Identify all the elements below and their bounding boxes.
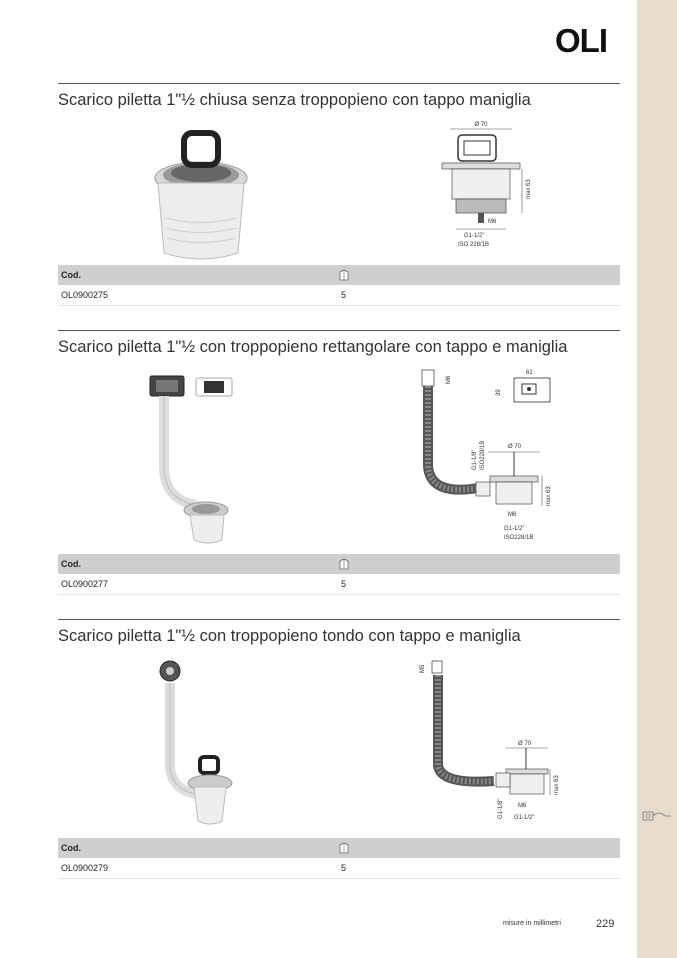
product-table: [58, 265, 620, 306]
product-photo: [146, 657, 246, 837]
pack-quantity: 5: [341, 290, 347, 300]
section-divider: [58, 619, 620, 620]
dim-iso: ISO 228/1B: [458, 242, 490, 248]
dim-thread-m: M6: [518, 803, 527, 809]
product-code: OL0900277: [61, 579, 109, 589]
technical-drawing: [408, 366, 568, 546]
table-row: [58, 285, 620, 306]
footer-note: misure in millimetri: [503, 920, 561, 927]
pack-quantity: 5: [341, 579, 347, 589]
side-tab: [637, 0, 677, 958]
package-icon: [338, 841, 350, 855]
col-code: Cod.: [61, 270, 81, 280]
col-code: Cod.: [61, 843, 81, 853]
product-section-1: [58, 83, 620, 303]
dim-thread-g: G1-1/2": [514, 815, 535, 821]
sink-drain-icon: [641, 806, 673, 826]
dim-thread-side: G1-1/8": [472, 449, 478, 470]
dim-thread-top: M6: [446, 375, 452, 384]
dim-thread-m: M6: [488, 219, 497, 225]
pack-quantity: 5: [341, 863, 347, 873]
dim-width: 62: [526, 370, 533, 376]
product-photo: [146, 123, 256, 263]
section-title: Scarico piletta 1"½ con troppopieno rettangolare con tappo e maniglia: [58, 338, 568, 356]
table-row: [58, 574, 620, 595]
dim-height: max 63: [526, 179, 532, 199]
section-divider: [58, 330, 620, 331]
section-title: Scarico piletta 1"½ chiusa senza troppopieno con tappo maniglia: [58, 91, 531, 109]
table-header: [58, 265, 620, 285]
page-number: 229: [596, 918, 615, 930]
section-title: Scarico piletta 1"½ con troppopieno tondo con tappo e maniglia: [58, 627, 521, 645]
technical-drawing: [436, 119, 546, 259]
dim-iso-side: ISO228/1B: [480, 440, 486, 470]
package-icon: [338, 268, 350, 282]
dim-height: max 63: [554, 775, 560, 795]
dim-diameter: Ø 70: [518, 741, 532, 747]
dim-thread-g: G1-1/2": [504, 526, 525, 532]
product-table: [58, 554, 620, 595]
table-row: [58, 858, 620, 879]
col-code: Cod.: [61, 559, 81, 569]
product-section-2: [58, 330, 620, 590]
dim-thread-m: M6: [508, 512, 517, 518]
dim-thread-g: G1-1/2": [464, 233, 485, 239]
section-divider: [58, 83, 620, 84]
brand-logo: OLI: [555, 22, 607, 59]
dim-plate-height: 39: [496, 389, 502, 396]
product-table: [58, 838, 620, 879]
dim-height: max 63: [546, 486, 552, 506]
product-section-3: [58, 619, 620, 879]
dim-iso: ISO228/1B: [504, 535, 534, 541]
dim-diameter: Ø 70: [474, 122, 488, 128]
package-icon: [338, 557, 350, 571]
technical-drawing: [410, 655, 560, 835]
table-header: [58, 554, 620, 574]
product-code: OL0900279: [61, 863, 109, 873]
dim-thread-top: M5: [420, 664, 426, 673]
dim-diameter: Ø 70: [508, 444, 522, 450]
product-code: OL0900275: [61, 290, 109, 300]
table-header: [58, 838, 620, 858]
dim-thread-side: G1-1/8": [498, 798, 504, 819]
product-photo: [146, 370, 246, 550]
